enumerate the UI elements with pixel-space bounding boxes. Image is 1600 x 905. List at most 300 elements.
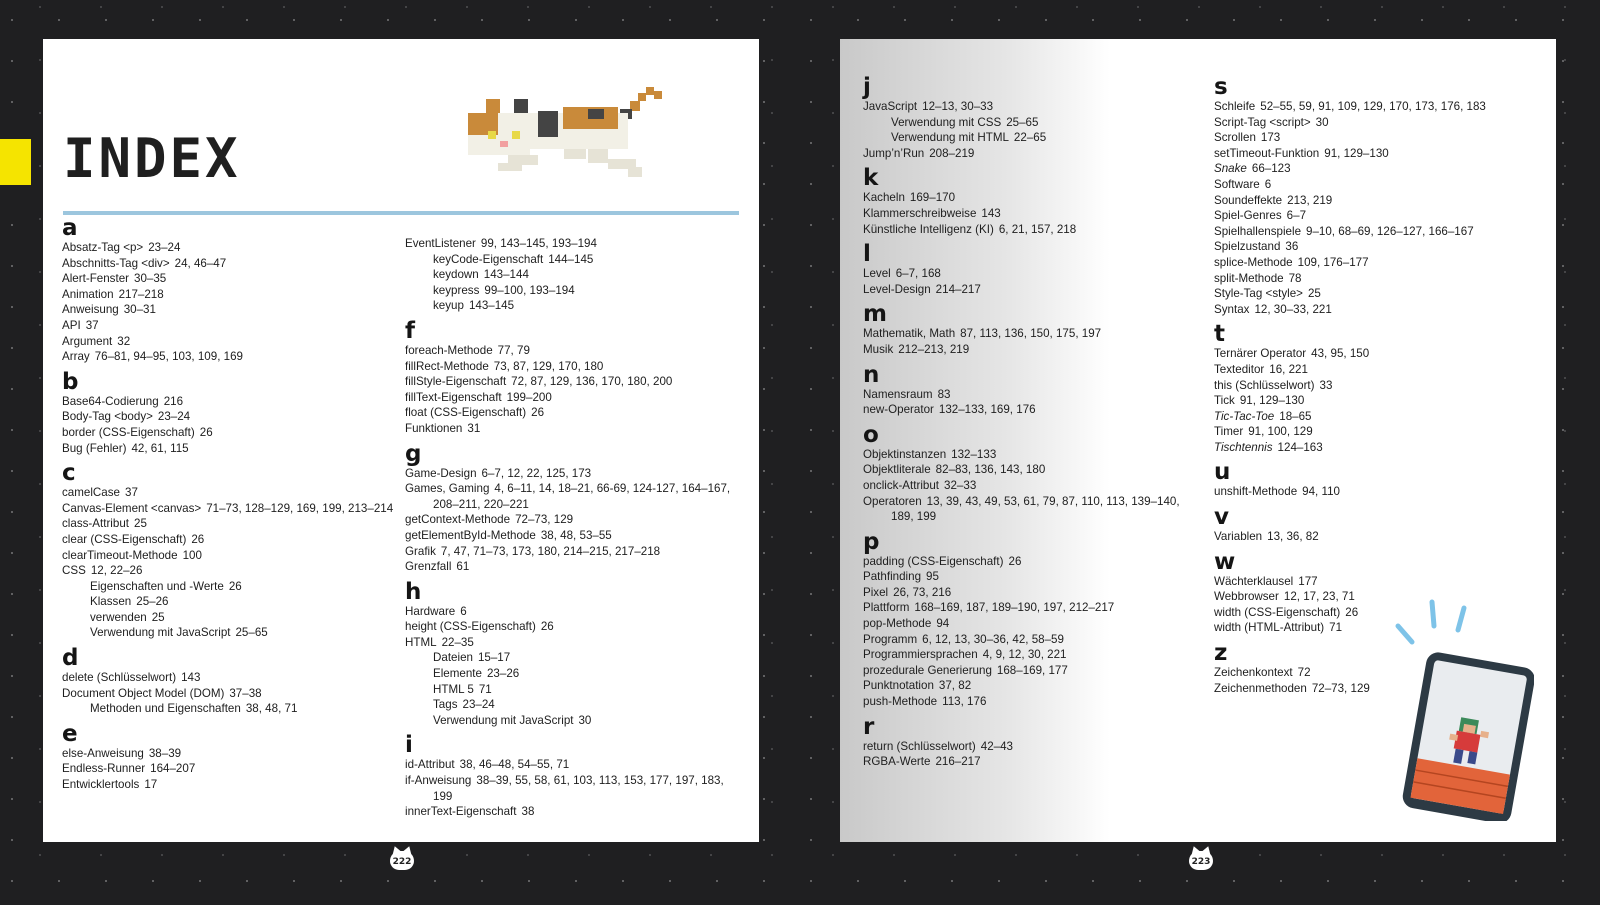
index-entry xyxy=(863,266,1203,282)
index-entry xyxy=(405,390,745,406)
index-term: getContext-Methode xyxy=(405,513,511,527)
index-term: Anweisung xyxy=(62,303,119,317)
index-subentry xyxy=(62,610,402,626)
page-number-right: 223 xyxy=(1189,851,1213,870)
index-term: Elemente xyxy=(433,667,482,681)
index-term: keyup xyxy=(433,299,464,313)
index-page-refs: 38, 48, 53–55 xyxy=(540,528,612,542)
index-page-refs: 177 xyxy=(1298,574,1318,588)
index-entry xyxy=(62,501,402,517)
index-page-refs: 132–133 xyxy=(951,447,997,461)
index-term: Document Object Model (DOM) xyxy=(62,686,225,700)
index-letter-heading: l xyxy=(863,241,871,268)
index-entry xyxy=(405,359,745,375)
index-term: Texteditor xyxy=(1214,362,1265,376)
index-page-refs: 9–10, 68–69, 126–127, 166–167 xyxy=(1306,224,1474,238)
index-term: Programm xyxy=(863,632,918,646)
index-entry xyxy=(62,271,402,287)
index-term: unshift-Methode xyxy=(1214,485,1298,499)
index-page-refs: 91, 129–130 xyxy=(1239,394,1305,408)
index-entry xyxy=(863,663,1203,679)
index-entry xyxy=(1214,362,1554,378)
index-page-refs: 83 xyxy=(937,387,951,401)
index-term: Bug (Fehler) xyxy=(62,441,127,455)
index-term: Objektinstanzen xyxy=(863,447,947,461)
index-entry xyxy=(863,99,1203,115)
index-page-refs: 168–169, 187, 189–190, 197, 212–217 xyxy=(914,601,1115,615)
index-term: Objektliterale xyxy=(863,463,931,477)
index-page-refs: 91, 129–130 xyxy=(1324,146,1389,160)
index-page-refs: 37 xyxy=(125,486,138,500)
index-entry xyxy=(62,287,402,303)
index-page-refs: 95 xyxy=(926,570,939,584)
index-term: fillRect-Methode xyxy=(405,359,489,373)
index-letter-heading: n xyxy=(863,361,880,388)
index-term: Klammerschreibweise xyxy=(863,206,977,220)
index-page-refs: 213, 219 xyxy=(1287,193,1333,207)
index-term: Animation xyxy=(62,287,114,301)
index-term: Funktionen xyxy=(405,421,463,435)
index-page-refs: 25–65 xyxy=(1006,115,1039,129)
index-term: Klassen xyxy=(90,595,132,609)
index-page-refs: 208–219 xyxy=(929,146,975,160)
index-term: Tic-Tac-Toe xyxy=(1214,409,1275,423)
index-page-refs: 144–145 xyxy=(548,252,594,266)
index-page-refs: 38, 46–48, 54–55, 71 xyxy=(459,758,570,772)
index-letter-heading: k xyxy=(863,165,879,192)
index-term: Soundeffekte xyxy=(1214,193,1283,207)
index-column-3 xyxy=(863,76,1203,770)
index-page-refs: 25 xyxy=(134,517,147,531)
index-term: prozedurale Generierung xyxy=(863,663,992,677)
index-page-refs: 217–218 xyxy=(118,287,164,301)
index-entry xyxy=(863,342,1203,358)
index-page-refs: 7, 47, 71–73, 173, 180, 214–215, 217–218 xyxy=(440,544,661,558)
index-term: Schleife xyxy=(1214,100,1256,113)
index-subentry xyxy=(62,594,402,610)
index-entry xyxy=(863,678,1203,694)
index-entry xyxy=(1214,177,1554,193)
index-term: Operatoren xyxy=(863,494,922,508)
index-page-refs: 61 xyxy=(456,560,470,574)
index-page-refs: 164–207 xyxy=(150,762,196,776)
index-entry xyxy=(1214,393,1554,409)
index-page-refs: 37, 82 xyxy=(938,679,972,693)
index-term: this (Schlüsselwort) xyxy=(1214,378,1315,392)
index-page-refs: 216–217 xyxy=(935,755,981,769)
index-entry xyxy=(863,616,1203,632)
index-entry xyxy=(62,425,402,441)
index-entry xyxy=(1214,409,1554,425)
index-page-refs: 25–65 xyxy=(235,626,268,640)
index-page-refs: 38, 48, 71 xyxy=(245,702,298,716)
index-page-refs: 26 xyxy=(531,406,545,420)
index-term: delete (Schlüsselwort) xyxy=(62,671,177,685)
index-entry xyxy=(1214,484,1554,500)
index-entry xyxy=(405,619,745,635)
index-entry xyxy=(1214,130,1554,146)
index-term: Künstliche Intelligenz (KI) xyxy=(863,222,994,236)
index-term: Style-Tag <style> xyxy=(1214,287,1303,301)
index-entry xyxy=(1214,208,1554,224)
index-term: Methoden und Eigenschaften xyxy=(90,702,241,716)
index-term: getElementById-Methode xyxy=(405,528,536,542)
index-page-refs: 23–24 xyxy=(157,410,191,424)
index-entry xyxy=(863,647,1203,663)
index-page-refs: 169–170 xyxy=(909,191,956,205)
index-page-refs: 212–213, 219 xyxy=(898,342,970,356)
index-entry xyxy=(1214,346,1554,362)
index-subentry xyxy=(62,625,402,641)
index-page-refs: 113, 176 xyxy=(942,695,987,709)
index-page-refs: 124–163 xyxy=(1277,440,1323,454)
index-page-refs: 42, 61, 115 xyxy=(131,441,189,455)
index-entry xyxy=(62,441,402,457)
index-page-refs: 16, 221 xyxy=(1269,362,1308,376)
index-term: keyCode-Eigenschaft xyxy=(433,252,544,266)
index-page-refs: 66–123 xyxy=(1251,162,1291,176)
index-page-refs: 13, 39, 43, 49, 53, 61, 79, 87, 110, 113, 139–140, 189, 199 xyxy=(891,494,1180,524)
index-page-refs: 72, 87, 129, 136, 170, 180, 200 xyxy=(511,375,673,389)
index-term: Tags xyxy=(433,698,458,712)
index-term: keypress xyxy=(433,283,480,297)
index-term: Timer xyxy=(1214,425,1244,439)
index-entry xyxy=(863,222,1203,238)
index-entry xyxy=(405,635,745,651)
index-page-refs: 52–55, 59, 91, 109, 129, 170, 173, 176, 183 xyxy=(1260,100,1486,113)
index-entry xyxy=(62,485,402,501)
index-letter-heading: d xyxy=(62,645,79,672)
index-entry xyxy=(405,421,745,437)
index-entry xyxy=(863,462,1203,478)
index-entry xyxy=(405,466,745,482)
index-term: clearTimeout-Methode xyxy=(62,548,178,562)
index-page-refs: 71 xyxy=(1329,621,1343,635)
index-page-refs: 12, 17, 23, 71 xyxy=(1283,590,1355,604)
index-page-refs: 72 xyxy=(1297,666,1311,680)
index-entry xyxy=(405,374,745,390)
index-term: Game-Design xyxy=(405,466,477,480)
index-subentry xyxy=(405,650,745,666)
index-term: return (Schlüsselwort) xyxy=(863,739,976,753)
index-term: Script-Tag <script> xyxy=(1214,115,1311,129)
index-entry xyxy=(62,394,402,410)
index-page-refs: 15–17 xyxy=(477,651,511,665)
index-page-refs: 17 xyxy=(144,778,158,792)
index-page-refs: 23–26 xyxy=(486,667,520,681)
index-entry xyxy=(62,563,402,579)
index-page-refs: 38–39 xyxy=(148,746,182,760)
index-entry xyxy=(863,146,1203,162)
index-page-refs: 168–169, 177 xyxy=(996,663,1068,677)
index-letter-heading: g xyxy=(405,440,422,467)
index-letter-heading: j xyxy=(863,74,871,100)
index-subentry xyxy=(405,267,745,283)
index-page-refs: 6–7, 12, 22, 125, 173 xyxy=(481,466,592,480)
index-entry xyxy=(62,334,402,350)
index-term: Variablen xyxy=(1214,530,1263,544)
index-term: CSS xyxy=(62,564,86,578)
index-page-refs: 6, 21, 157, 218 xyxy=(998,222,1077,236)
index-term: onclick-Attribut xyxy=(863,478,940,492)
index-page-refs: 6 xyxy=(460,604,467,618)
index-letter-heading: u xyxy=(1214,459,1231,486)
index-term: Level xyxy=(863,267,891,281)
index-entry xyxy=(863,494,1203,525)
index-entry xyxy=(405,604,745,620)
index-term: Kacheln xyxy=(863,191,905,205)
index-entry xyxy=(863,754,1203,770)
index-entry xyxy=(863,282,1203,298)
index-entry xyxy=(405,343,745,359)
index-page-refs: 25 xyxy=(1307,287,1321,301)
index-letter-heading: b xyxy=(62,368,79,395)
index-term: Pixel xyxy=(863,585,889,599)
index-entry xyxy=(863,600,1203,616)
index-page-refs: 4, 9, 12, 30, 221 xyxy=(982,648,1067,662)
index-entry xyxy=(863,694,1203,710)
index-entry xyxy=(863,447,1203,463)
index-entry xyxy=(405,512,745,528)
index-subentry xyxy=(62,579,402,595)
index-letter-heading: h xyxy=(405,578,422,605)
index-page-refs: 99, 143–145, 193–194 xyxy=(480,237,597,250)
index-page-refs: 71 xyxy=(478,682,492,696)
index-term: Eigenschaften und -Werte xyxy=(90,579,224,593)
index-page-refs: 26, 73, 216 xyxy=(893,585,952,599)
index-subentry xyxy=(405,666,745,682)
index-term: Abschnitts-Tag <div> xyxy=(62,256,170,270)
index-page-refs: 13, 36, 82 xyxy=(1267,530,1319,544)
index-entry xyxy=(62,686,402,702)
index-term: class-Attribut xyxy=(62,517,130,531)
index-term: Endless-Runner xyxy=(62,762,146,776)
index-page-refs: 82–83, 136, 143, 180 xyxy=(935,463,1046,477)
index-page-refs: 143 xyxy=(981,206,1001,220)
index-page-refs: 6 xyxy=(1264,177,1272,191)
index-entry xyxy=(62,670,402,686)
index-entry xyxy=(863,206,1203,222)
index-entry xyxy=(62,746,402,762)
index-letter-heading: i xyxy=(405,732,413,759)
index-page-refs: 72–73, 129 xyxy=(1311,681,1370,695)
index-term: Syntax xyxy=(1214,302,1250,316)
index-subentry xyxy=(62,701,402,717)
index-subentry xyxy=(405,682,745,698)
index-letter-heading: t xyxy=(1214,321,1225,348)
index-term: Grafik xyxy=(405,544,436,558)
index-entry xyxy=(863,326,1203,342)
index-term: push-Methode xyxy=(863,695,938,709)
index-term: API xyxy=(62,318,81,332)
index-letter-heading: r xyxy=(863,713,875,740)
index-page-refs: 25–26 xyxy=(136,595,169,609)
index-entry xyxy=(1214,115,1554,131)
index-page-refs: 73, 87, 129, 170, 180 xyxy=(493,359,604,373)
index-term: HTML 5 xyxy=(433,682,474,696)
index-term: camelCase xyxy=(62,486,120,500)
index-page-refs: 132–133, 169, 176 xyxy=(938,403,1036,417)
index-term: Absatz-Tag <p> xyxy=(62,241,144,254)
index-page-refs: 42–43 xyxy=(980,739,1014,753)
index-term: Snake xyxy=(1214,162,1247,176)
index-term: Punktnotation xyxy=(863,679,934,693)
index-term: Verwendung mit HTML xyxy=(891,131,1009,145)
index-entry xyxy=(863,632,1203,648)
index-page-refs: 26 xyxy=(540,620,554,634)
index-entry xyxy=(62,256,402,272)
index-entry xyxy=(405,528,745,544)
index-term: Alert-Fenster xyxy=(62,272,130,286)
index-term: Namensraum xyxy=(863,387,933,401)
index-entry xyxy=(62,349,402,365)
index-term: Wächterklausel xyxy=(1214,574,1294,588)
index-entry xyxy=(62,240,402,256)
index-entry xyxy=(1214,271,1554,287)
index-term: Level-Design xyxy=(863,282,931,296)
index-term: pop-Methode xyxy=(863,617,932,631)
index-term: border (CSS-Eigenschaft) xyxy=(62,425,195,439)
index-term: verwenden xyxy=(90,610,147,624)
index-entry xyxy=(1214,161,1554,177)
index-entry xyxy=(863,739,1203,755)
index-term: Entwicklertools xyxy=(62,778,140,792)
index-page-refs: 6, 12, 13, 30–36, 42, 58–59 xyxy=(922,632,1064,646)
index-term: Musik xyxy=(863,342,894,356)
index-page-refs: 43, 95, 150 xyxy=(1311,347,1370,361)
index-page-refs: 71–73, 128–129, 169, 199, 213–214 xyxy=(206,501,394,515)
index-entry xyxy=(1214,146,1554,162)
index-term: Tick xyxy=(1214,394,1235,408)
index-term: EventListener xyxy=(405,237,476,250)
index-entry xyxy=(1214,574,1554,590)
index-page-refs: 36 xyxy=(1285,240,1299,254)
index-page-refs: 199–200 xyxy=(506,390,552,404)
index-term: Verwendung mit CSS xyxy=(891,115,1002,129)
index-page-refs: 25 xyxy=(151,610,165,624)
index-page-refs: 99–100, 193–194 xyxy=(484,283,575,297)
index-term: Plattform xyxy=(863,601,910,615)
index-entry xyxy=(405,544,745,560)
index-page-refs: 26 xyxy=(191,532,205,546)
index-entry xyxy=(405,559,745,575)
index-page-refs: 30 xyxy=(1315,115,1329,129)
index-entry xyxy=(62,761,402,777)
index-page-refs: 22–35 xyxy=(441,635,474,649)
index-letter-heading: e xyxy=(62,720,78,747)
index-term: innerText-Eigenschaft xyxy=(405,805,517,819)
index-page-refs: 12, 22–26 xyxy=(90,564,143,578)
index-entry xyxy=(62,777,402,793)
index-term: Spielhallenspiele xyxy=(1214,224,1302,238)
title-divider xyxy=(63,211,739,215)
index-page-refs: 30–35 xyxy=(134,272,167,286)
index-term: Tischtennis xyxy=(1214,440,1273,454)
index-page-refs: 173 xyxy=(1260,131,1281,145)
index-term: Mathematik, Math xyxy=(863,327,956,341)
index-entry xyxy=(1214,378,1554,394)
index-page-refs: 76–81, 94–95, 103, 109, 169 xyxy=(94,350,243,364)
index-term: Software xyxy=(1214,177,1260,191)
index-subentry xyxy=(405,697,745,713)
index-page-refs: 32–33 xyxy=(944,478,977,492)
index-subentry xyxy=(405,298,745,314)
index-term: Verwendung mit JavaScript xyxy=(90,626,231,640)
index-entry xyxy=(863,585,1203,601)
index-term: Body-Tag <body> xyxy=(62,410,153,424)
index-entry xyxy=(62,302,402,318)
index-entry xyxy=(1214,424,1554,440)
index-entry xyxy=(863,478,1203,494)
index-column-1 xyxy=(62,217,402,793)
pixel-cat-illustration xyxy=(468,83,698,193)
index-subentry xyxy=(405,713,745,729)
index-entry xyxy=(62,548,402,564)
index-page-refs: 26 xyxy=(1008,554,1022,568)
index-page-refs: 31 xyxy=(467,421,481,435)
index-column-2 xyxy=(405,236,745,820)
index-page-refs: 216 xyxy=(163,394,184,408)
index-page-refs: 87, 113, 136, 150, 175, 197 xyxy=(960,327,1102,341)
index-term: Webbrowser xyxy=(1214,590,1279,604)
index-term: JavaScript xyxy=(863,100,918,113)
index-entry xyxy=(863,554,1203,570)
index-page-refs: 91, 100, 129 xyxy=(1248,425,1313,439)
index-term: Array xyxy=(62,350,90,364)
index-term: Argument xyxy=(62,334,113,348)
index-term: height (CSS-Eigenschaft) xyxy=(405,620,536,634)
page-number-left: 222 xyxy=(390,851,414,870)
index-page-refs: 100 xyxy=(182,548,202,562)
index-term: Canvas-Element <canvas> xyxy=(62,501,202,515)
index-page-refs: 143 xyxy=(181,671,201,685)
index-entry xyxy=(405,236,745,252)
index-entry xyxy=(62,409,402,425)
index-term: Pathfinding xyxy=(863,570,922,584)
index-subentry xyxy=(405,283,745,299)
index-subentry xyxy=(405,252,745,268)
index-entry xyxy=(1214,440,1554,456)
index-entry xyxy=(405,773,745,804)
index-entry xyxy=(405,804,745,820)
index-letter-heading: c xyxy=(62,460,76,487)
index-page-refs: 72–73, 129 xyxy=(515,513,574,527)
index-entry xyxy=(62,532,402,548)
phone-game-illustration xyxy=(1384,596,1534,821)
index-page-refs: 12, 30–33, 221 xyxy=(1254,302,1332,316)
index-letter-heading: p xyxy=(863,528,880,555)
index-page-refs: 78 xyxy=(1288,271,1302,285)
index-page-refs: 26 xyxy=(228,579,242,593)
index-entry xyxy=(405,481,745,512)
index-letter-heading: m xyxy=(863,301,887,328)
index-page-refs: 33 xyxy=(1319,378,1333,392)
index-term: Jump’n’Run xyxy=(863,146,925,160)
index-term: setTimeout-Funktion xyxy=(1214,146,1320,160)
index-term: Programmiersprachen xyxy=(863,648,978,662)
index-term: width (CSS-Eigenschaft) xyxy=(1214,605,1341,619)
index-term: Spiel-Genres xyxy=(1214,209,1282,223)
index-page-refs: 6–7 xyxy=(1286,209,1307,223)
index-term: splice-Methode xyxy=(1214,255,1293,269)
index-page-refs: 94, 110 xyxy=(1302,485,1340,499)
index-term: Zeichenmethoden xyxy=(1214,681,1307,695)
index-term: float (CSS-Eigenschaft) xyxy=(405,406,527,420)
index-entry xyxy=(863,569,1203,585)
index-subentry xyxy=(863,130,1203,146)
index-term: Ternärer Operator xyxy=(1214,347,1307,361)
index-term: Scrollen xyxy=(1214,131,1256,145)
